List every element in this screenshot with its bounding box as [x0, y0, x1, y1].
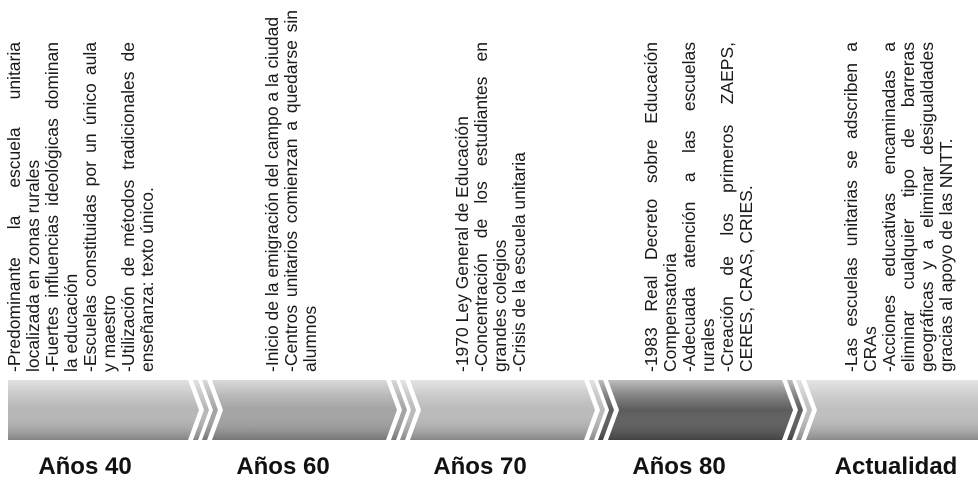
description-line: -1983 Real Decreto sobre Educación: [641, 42, 661, 372]
description-line: -Las escuelas unitarias se adscriben a: [841, 42, 861, 372]
description-line: la educación: [61, 273, 81, 372]
era-1960s-label: Años 60: [236, 453, 330, 480]
description-line: y maestro: [99, 295, 119, 372]
timeline-segment-shading: [806, 380, 978, 440]
era-present-description: [842, 42, 956, 372]
description-line: CERES, CRAS, CRIES.: [736, 185, 756, 372]
era-1980s-description: [642, 42, 756, 372]
description-line: eliminar cualquier tipo de barreras: [898, 42, 918, 372]
description-line: -Creación de los primeros ZAEPS,: [717, 42, 737, 372]
timeline-segment-shading: [212, 380, 397, 440]
timeline-segment-shading: [608, 380, 793, 440]
era-1980s-label: Años 80: [632, 453, 726, 480]
description-line: localizada en zonas rurales: [23, 159, 43, 372]
description-line: -Fuertes influencias ideológicas dominan: [42, 42, 62, 372]
timeline-segment-shading: [8, 380, 199, 440]
timeline-segment-shading: [410, 380, 595, 440]
description-line: -Inicio de la emigración del campo a la ciudad: [262, 16, 282, 372]
description-line: -Adecuada atención a las escuelas: [679, 42, 699, 372]
era-1940s-description: [5, 42, 157, 372]
description-line: -Crisis de la escuela unitaria: [509, 152, 529, 372]
description-line: rurales: [698, 318, 718, 372]
description-line: alumnos: [300, 305, 320, 372]
description-line: -Centros unitarios comienzan a quedarse sin: [281, 10, 301, 372]
description-line: -Acciones educativas encaminadas a: [879, 42, 899, 372]
description-line: gracias al apoyo de las NNTT.: [936, 138, 956, 372]
description-line: -Predominante la escuela unitaria: [4, 42, 24, 372]
description-line: CRAs: [860, 326, 880, 372]
description-line: geográficas y a eliminar desigualdades: [917, 42, 937, 372]
description-line: grandes colegios: [490, 239, 510, 372]
era-present-label: Actualidad: [834, 453, 958, 480]
era-1960s-description: [263, 10, 320, 372]
description-line: Compensatoria: [660, 253, 680, 372]
era-1940s-label: Años 40: [38, 453, 132, 480]
era-1970s-label: Años 70: [433, 453, 527, 480]
description-line: -Utilización de métodos tradicionales de: [118, 42, 138, 372]
description-line: -Concentración de los estudiantes en: [471, 42, 491, 372]
description-line: -1970 Ley General de Educación: [452, 116, 472, 372]
era-1970s-description: [453, 42, 529, 372]
description-line: -Escuelas constituidas por un único aula: [80, 42, 100, 372]
timeline-bar: [0, 376, 978, 446]
description-line: enseñanza: texto único.: [137, 187, 157, 372]
